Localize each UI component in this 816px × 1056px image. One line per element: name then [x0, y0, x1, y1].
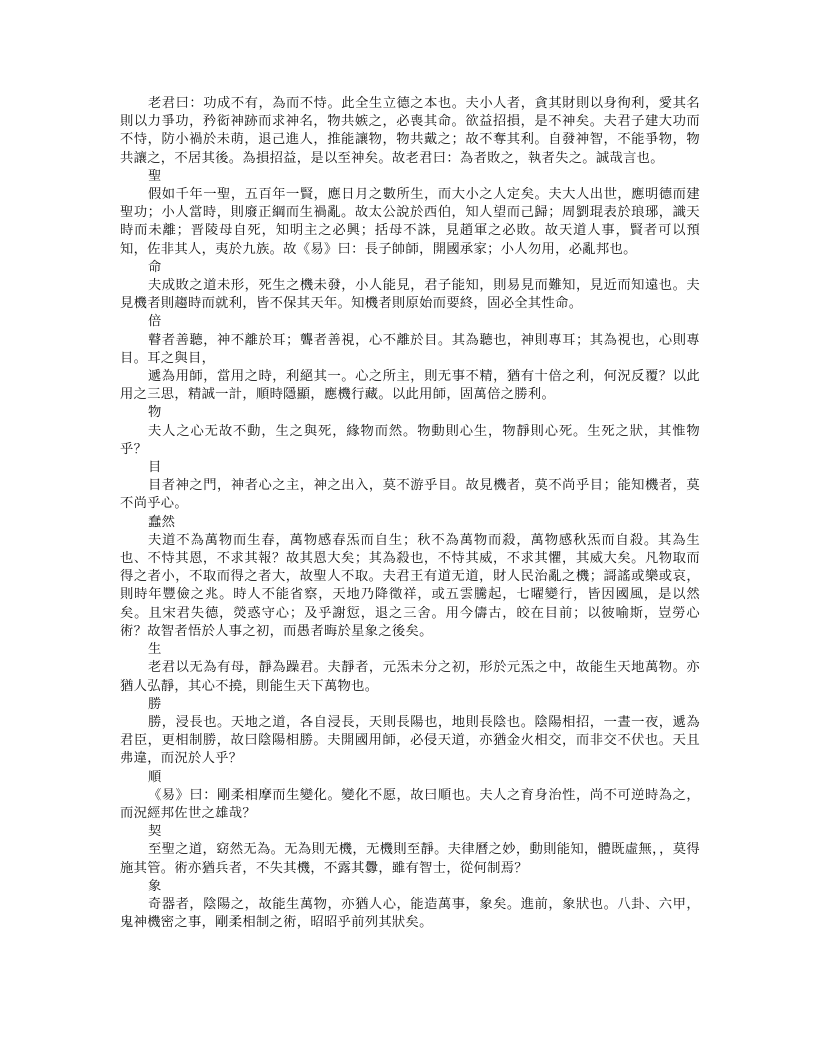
- paragraph: 夫人之心无故不動，生之與死，緣物而然。物動則心生，物靜則心死。生死之狀，其惟物乎？: [120, 423, 700, 457]
- paragraph: 勝，浸長也。天地之道，各自浸長，天則長陽也，地則長陰也。陰陽相招，一晝一夜，遞為君臣，更相制勝，故曰陰陽相勝。夫開國用師，必侵天道，亦猶金火相交，而非交不伏也。天且弗違，而況於人乎？: [120, 714, 700, 767]
- paragraph: 瞽者善聽，神不離於耳；聾者善視，心不離於目。其為聽也，神則專耳；其為視也，心則專目。耳之與目，: [120, 332, 700, 366]
- paragraph: 《易》曰：剛柔相摩而生變化。變化不愿，故曰順也。夫人之育身治性，尚不可逆時為之，而況經邦佐世之雄哉？: [120, 787, 700, 821]
- paragraph: 假如千年一聖，五百年一賢，應日月之數所生，而大小之人定矣。夫大人出世，應明德而建聖功；小人當時，則廢正綱而生禍亂。故太公說於西伯，知人望而己歸；周劉琨表於琅琊，識天時而未離；晋陵母自死，知明主之必興；括母不誅，見趙軍之必敗。故天道人事，賢者可以預知，佐非其人，夷於九族。故《易》曰：長子帥師，開國承家；小人勿用，必亂邦也。: [120, 187, 700, 257]
- paragraph: 奇器者，陰陽之，故能生萬物，亦猶人心，能造萬事，象矣。進前，象狀也。八卦、六甲，鬼神機密之事，剛柔相制之術，昭昭乎前列其狀矣。: [120, 896, 700, 931]
- section-title: 勝: [148, 696, 162, 712]
- paragraph: 至聖之道，窈然无為。无為則无機，无機則至靜。夫律曆之妙，動則能知，體既虛無，，莫得施其管。術亦猶兵者，不失其機，不露其釁，雖有智士，從何制焉？: [120, 842, 700, 876]
- section-title: 倍: [148, 314, 162, 330]
- paragraph: 遞為用師，當用之時，利絕其一。心之所主，則无事不精，猶有十倍之利，何況反覆？以此用之三思，精誠一計，順時隱顯，應機行藏。以此用師，固萬倍之勝利。: [120, 369, 700, 403]
- section-title: 生: [148, 642, 162, 658]
- section-title: 順: [148, 769, 162, 785]
- paragraph: 目者神之門，神者心之主，神之出入，莫不游乎目。故見機者，莫不尚乎目；能知機者，莫不尚乎心。: [120, 478, 700, 512]
- paragraph: 老君以无為有母，靜為躁君。夫靜者，元炁未分之初，形於元炁之中，故能生天地萬物。亦猶人弘靜，其心不撓，則能生天下萬物也。: [120, 660, 700, 694]
- document-page: [120, 95, 700, 932]
- section-title: 象: [148, 878, 162, 894]
- section-title: 目: [148, 460, 162, 476]
- section-title: 命: [148, 259, 162, 275]
- section-title: 聖: [148, 168, 162, 184]
- section-title: 蠢然: [148, 514, 176, 530]
- section-title: 契: [148, 824, 162, 840]
- paragraph: 夫道不為萬物而生春，萬物感春炁而自生；秋不為萬物而殺，萬物感秋炁而自殺。其為生也、不恃其恩，不求其報？故其恩大矣；其為殺也，不恃其威，不求其懼，其威大矣。凡物取而得之者小，不取而得之者大，故聖人不取。夫君王有道无道，財人民治亂之機；謌謠或樂或哀，則時年豐儉之兆。時人不能省察，天地乃降徵祥，或五雲騰起，七曜變行，皆因國風，是以然矣。且宋君失德，熒惑守心；及乎謝愆，退之三舍。用今儔古，皎在目前；以彼喻斯，豈勞心術？故智者悟於人事之初，而愚者晦於星象之後矣。: [120, 532, 700, 639]
- paragraph: 夫成敗之道未形，死生之機未發，小人能見，君子能知，則易見而難知，見近而知遠也。夫見機者則趨時而就利，皆不保其天年。知機者則原始而要終，固必全其性命。: [120, 278, 700, 312]
- section-title: 物: [148, 405, 162, 421]
- paragraph: 老君曰：功成不有，為而不恃。此全生立德之本也。夫小人者，貪其財則以身徇利，愛其名則以力爭功，矜衒神跡而求神名，物共嫉之，必喪其命。欲益招損，是不神矣。夫君子建大功而不恃，防小禍於未萌，退己進人，推能讓物，物共戴之；故不奪其利。自發神智，不能爭物，物共讓之，不居其後。為損招益，是以至神矣。故老君曰：為者敗之，執者失之。誠哉言也。: [120, 96, 700, 166]
